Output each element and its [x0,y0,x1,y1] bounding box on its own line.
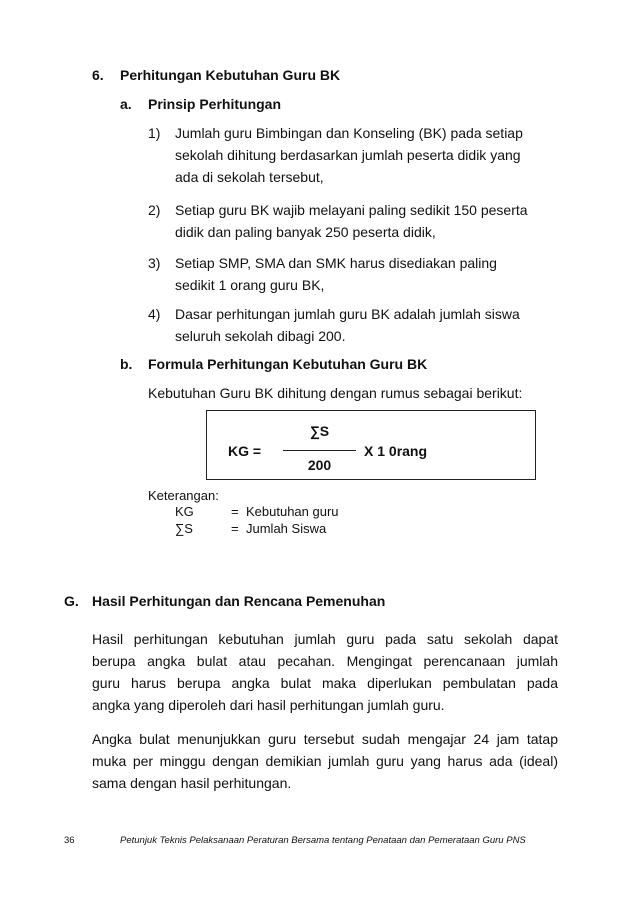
subsection-letter: a. [120,96,132,112]
list-item-line: sekolah dihitung berdasarkan jumlah peserta didik yang [175,147,521,163]
paragraph-line: angka yang diperoleh dari hasil perhitungan jumlah guru. [92,697,445,713]
legend-description: Jumlah Siswa [246,521,327,536]
list-item-line: didik dan paling banyak 250 peserta didik, [175,224,436,240]
legend-equals: = [231,521,239,536]
list-item-line: Setiap guru BK wajib melayani paling sedikit 150 peserta [175,202,528,218]
list-item-line: seluruh sekolah dibagi 200. [175,328,346,344]
list-item-number: 4) [148,306,161,322]
list-item-line: Setiap SMP, SMA dan SMK harus disediakan paling [175,255,497,271]
paragraph-line: berupa angka bulat atau pecahan. Mengingat perencanaan jumlah [92,653,558,669]
list-item-line: ada di sekolah tersebut, [175,169,324,185]
list-item-line: Jumlah guru Bimbingan dan Konseling (BK) pada setiap [175,125,523,141]
formula-denominator: 200 [307,457,332,473]
list-item-line: Dasar perhitungan jumlah guru BK adalah jumlah siswa [175,306,520,322]
subsection-title: Formula Perhitungan Kebutuhan Guru BK [148,356,428,372]
fraction-line [283,450,356,451]
formula-numerator: ∑S [309,423,330,439]
formula-lhs: KG = [228,443,262,459]
paragraph-line: muka per minggu dengan demikian jumlah guru yang harus ada (ideal) [92,753,558,769]
list-item-number: 1) [148,125,161,141]
section-title: Perhitungan Kebutuhan Guru BK [120,67,341,83]
subsection-title: Prinsip Perhitungan [148,96,282,112]
section-title: Hasil Perhitungan dan Rencana Pemenuhan [92,593,386,609]
list-item-number: 3) [148,255,161,271]
list-item-number: 2) [148,202,161,218]
legend-equals: = [231,504,239,519]
section-number: 6. [92,67,104,83]
subsection-letter: b. [120,356,133,372]
formula-multiplier: X 1 0rang [364,443,428,459]
legend-description: Kebutuhan guru [246,504,339,519]
paragraph-line: Angka bulat menunjukkan guru tersebut sudah mengajar 24 jam tatap [92,731,558,747]
footer-text: Petunjuk Teknis Pelaksanaan Peraturan Bersama tentang Penataan dan Pemerataan Guru PNS [120,835,526,846]
legend-title: Keterangan: [148,488,219,503]
paragraph-line: sama dengan hasil perhitungan. [92,775,292,791]
list-item-line: sedikit 1 orang guru BK, [175,277,325,293]
legend-symbol: ∑S [175,521,193,536]
legend-symbol: KG [175,504,194,519]
paragraph-line: guru harus berupa angka bulat maka diperlukan pembulatan pada [92,675,558,691]
section-letter: G. [64,593,79,609]
formula-intro: Kebutuhan Guru BK dihitung dengan rumus sebagai berikut: [148,385,523,401]
paragraph-line: Hasil perhitungan kebutuhan jumlah guru pada satu sekolah dapat [92,631,558,647]
page-number: 36 [64,835,75,846]
